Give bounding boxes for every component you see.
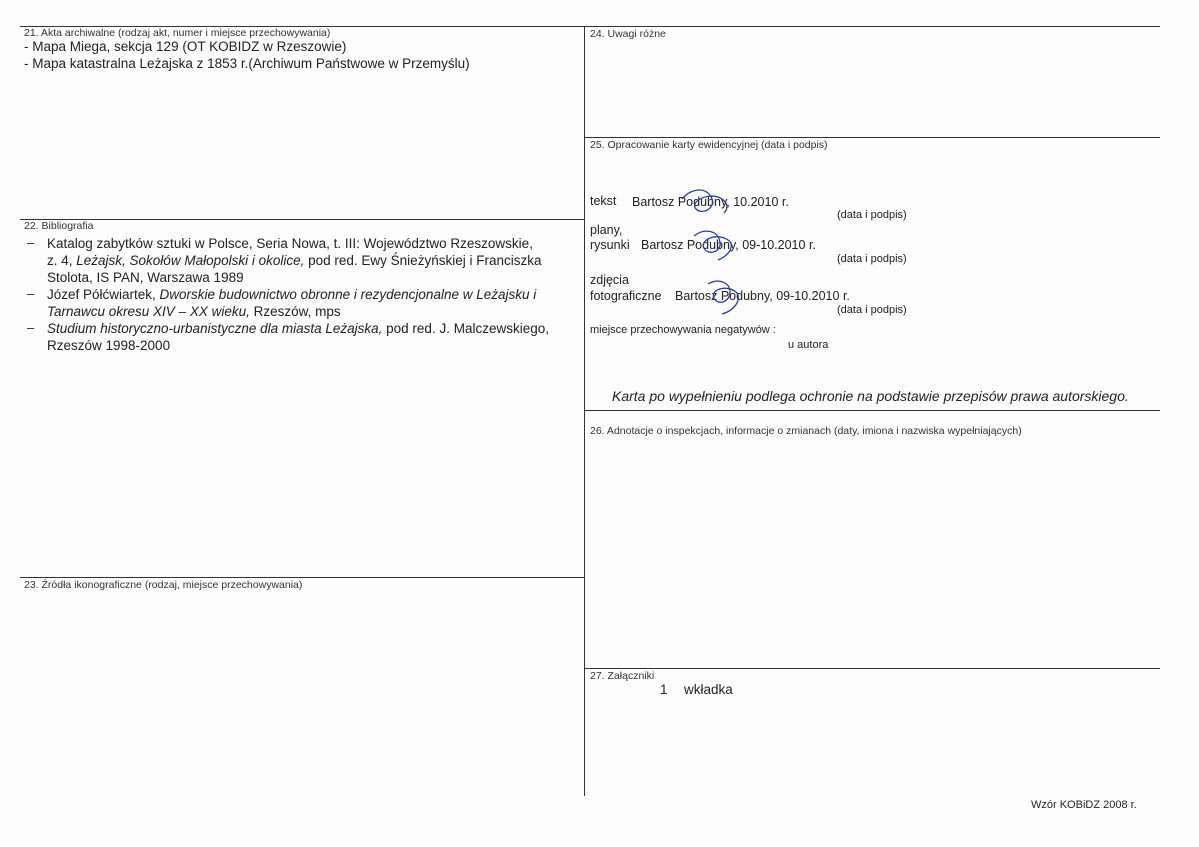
bib-dash-1: – xyxy=(27,235,35,250)
fotograficzne-label: fotograficzne xyxy=(590,289,662,303)
signature-caption-2: (data i podpis) xyxy=(837,253,907,265)
bib-entry-2 xyxy=(47,286,587,320)
rule-22 xyxy=(20,219,584,220)
bib-1-line-2: z. 4, Leżajsk, Sokołów Małopolski i okolice, pod red. Ewy Śnieżyńskiej i Franciszka xyxy=(47,253,542,268)
bib-3-line-1: Studium historyczno-urbanistyczne dla miasta Leżajska, pod red. J. Malczewskiego, xyxy=(47,321,549,336)
section-22-label: 22. Bibliografia xyxy=(24,220,94,232)
archive-item-1: - Mapa Miega, sekcja 129 (OT KOBIDZ w Rzeszowie) xyxy=(24,39,347,54)
signature-caption-3: (data i podpis) xyxy=(837,304,907,316)
bib-1-line-1: Katalog zabytków sztuki w Polsce, Seria Nowa, t. III: Województwo Rzeszowskie, xyxy=(47,236,533,251)
tekst-label: tekst xyxy=(590,194,617,208)
bib-entry-1 xyxy=(47,235,587,286)
plany-label: plany, xyxy=(590,223,623,237)
copyright-notice: Karta po wypełnieniu podlega ochronie na podstawie przepisów prawa autorskiego. xyxy=(612,388,1129,404)
section-24-label: 24. Uwagi różne xyxy=(590,28,666,40)
section-25-label: 25. Opracowanie karty ewidencyjnej (data i podpis) xyxy=(590,139,828,151)
bib-1-line-3: Stolota, IS PAN, Warszawa 1989 xyxy=(47,270,244,285)
archive-item-2: - Mapa katastralna Leżajska z 1853 r.(Archiwum Państwowe w Przemyślu) xyxy=(24,56,470,71)
rule-27 xyxy=(584,668,1160,669)
zdjecia-label: zdjęcia xyxy=(590,273,629,287)
bib-dash-3: – xyxy=(27,320,35,335)
form-template-footer: Wzór KOBiDZ 2008 r. xyxy=(1031,799,1137,811)
attachment-count: 1 xyxy=(660,682,668,697)
rule-23 xyxy=(20,577,584,578)
section-27-label: 27. Załączniki xyxy=(590,670,655,682)
negatives-location-value: u autora xyxy=(788,339,829,351)
section-23-label: 23. Źródła ikonograficzne (rodzaj, miejsce przechowywania) xyxy=(24,579,303,591)
section-26-label: 26. Adnotacje o inspekcjach, informacje o zmianach (daty, imiona i nazwiska wypełniających) xyxy=(590,425,1022,437)
signature-1 xyxy=(678,185,736,219)
signature-3 xyxy=(700,276,750,318)
bib-dash-2: – xyxy=(27,286,35,301)
negatives-location-label: miejsce przechowywania negatywów : xyxy=(590,324,776,336)
rule-26 xyxy=(584,410,1160,411)
center-divider xyxy=(584,26,585,796)
signature-caption-1: (data i podpis) xyxy=(837,209,907,221)
rule-25 xyxy=(584,137,1160,138)
bib-entry-3 xyxy=(47,320,587,354)
rysunki-value: Bartosz Podubny, 09-10.2010 r. xyxy=(641,238,816,252)
tekst-value: Bartosz Podubny, 10.2010 r. xyxy=(632,195,789,209)
section-21-label: 21. Akta archiwalne (rodzaj akt, numer i miejsce przechowywania) xyxy=(24,27,331,39)
bib-3-line-2: Rzeszów 1998-2000 xyxy=(47,338,171,353)
bib-2-line-2: Tarnawcu okresu XIV – XX wieku, Rzeszów, mps xyxy=(47,304,341,319)
rysunki-label: rysunki xyxy=(590,238,630,252)
fotograficzne-value: Bartosz Podubny, 09-10.2010 r. xyxy=(675,289,850,303)
signature-2 xyxy=(688,226,740,264)
attachment-item: wkładka xyxy=(684,682,733,697)
bib-2-line-1: Józef Półćwiartek, Dworskie budownictwo obronne i rezydencjonalne w Leżajsku i xyxy=(47,287,537,302)
